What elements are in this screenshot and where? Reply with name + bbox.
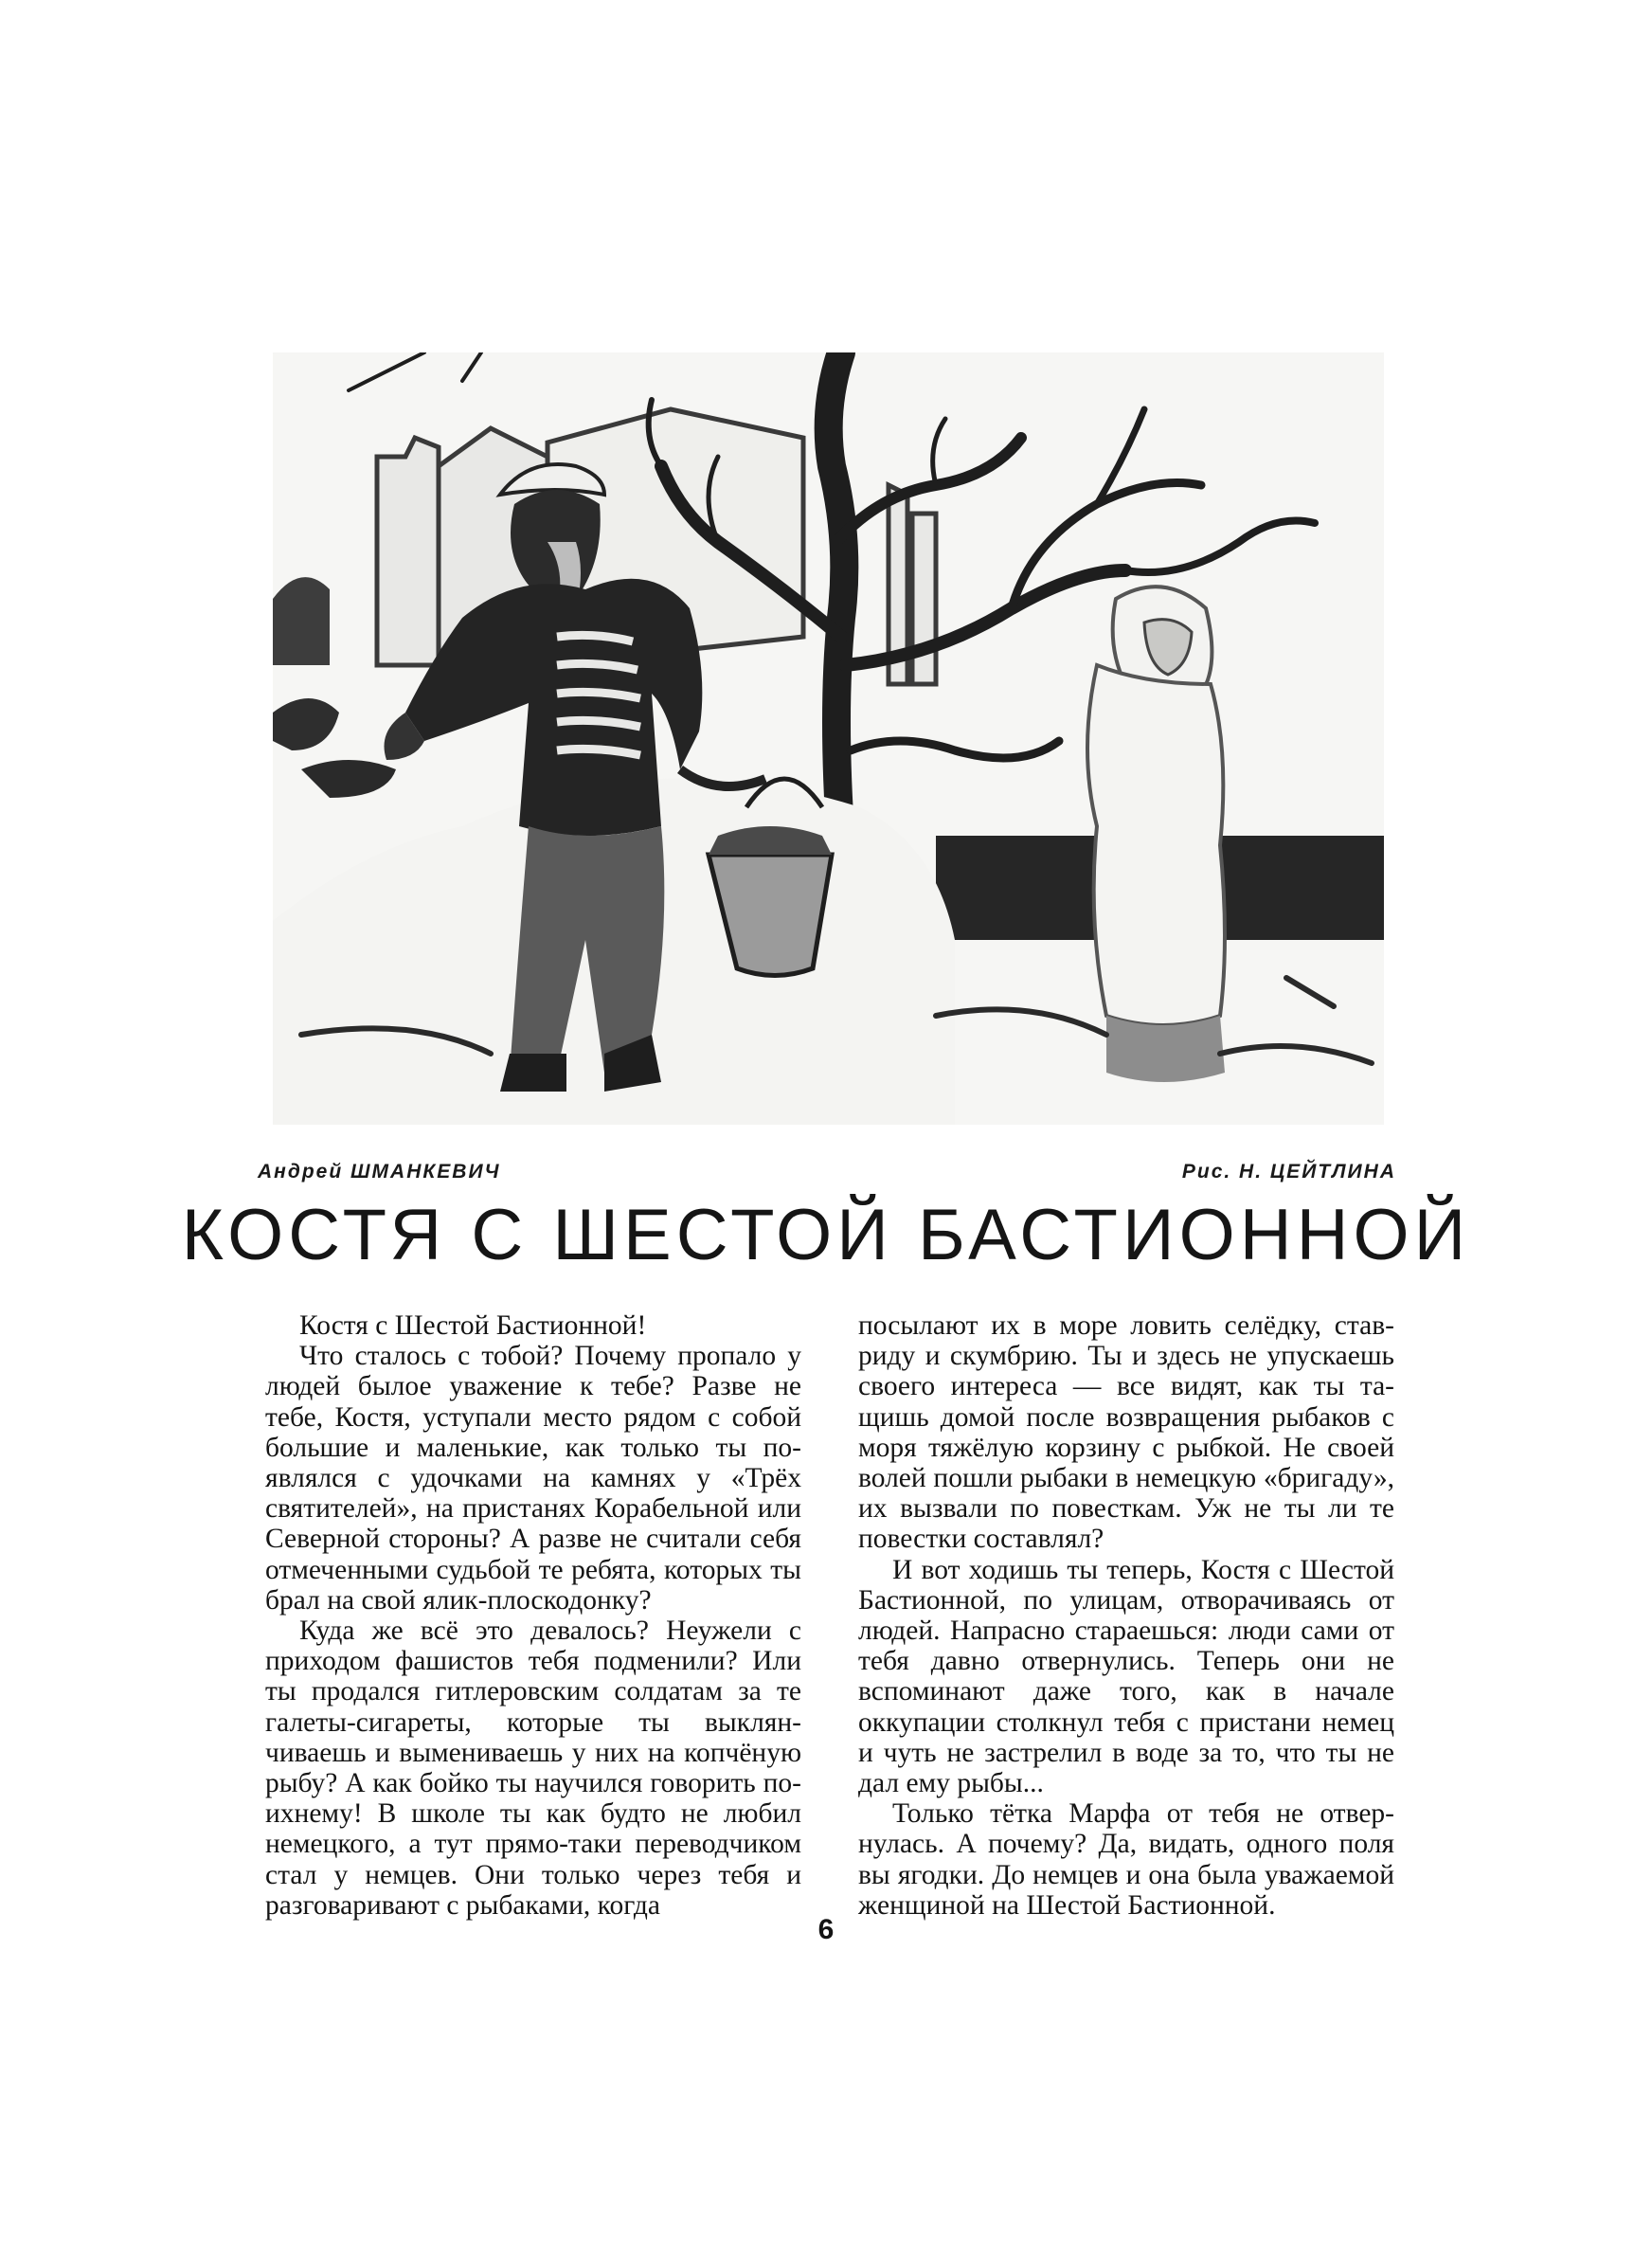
article-title: КОСТЯ С ШЕСТОЙ БАСТИОННОЙ [181,1195,1471,1275]
paragraph: Куда же всё это девалось? Неужели с приходом фашистов тебя подменили? Или ты продался гитлеровским солдатам за те галеты-сигареты, которые ты выклянчиваешь и вымениваешь у них на копчёную рыбу? А как бойко ты научился говорить по-ихнему! В школе ты как будто не любил немецкого, а тут прямо-таки переводчиком стал у немцев. Они только через тебя и разговаривают с рыбаками, когда [265,1616,801,1921]
paragraph: И вот ходишь ты теперь, Костя с Шестой Бастионной, по улицам, отворачиваясь от людей. Напрасно стараешься: люди сами от тебя давно отвернулись. Теперь они не вспоминают даже того, как в начале оккупации столкнул тебя с пристани немец и чуть не застрелил в воде за то, что ты не дал ему рыбы... [858,1554,1394,1799]
ink-drawing-boy-with-bucket-and-woman [273,352,1384,1125]
text-column-right [858,1310,1394,1921]
paragraph: Костя с Шестой Бастионной! [299,1310,647,1341]
paragraph: Только тётка Марфа от тебя не отвернулась. А почему? Да, видать, одного поля вы ягодки. До немцев и она была уважаемой женщиной на Шестой Бастионной. [858,1798,1394,1921]
author-byline: Андрей ШМАНКЕВИЧ [258,1161,501,1183]
paragraph: посылают их в море ловить селёдку, ставриду и скумбрию. Ты и здесь не упускаешь своего интереса — все видят, как ты тащишь домой после возвращения рыбаков с моря тяжёлую корзину с рыбкой. Не своей волей пошли рыбаки в немецкую «бригаду», их вызвали по повесткам. Уж не ты ли те повестки составлял? [858,1310,1394,1555]
paragraph: Что сталось с тобой? Почему пропало у людей былое уважение к тебе? Разве не тебе, Костя, уступали место рядом с собой большие и маленькие, как только ты появлялся с удочками на камнях у «Трёх святителей», на пристанях Корабельной или Северной стороны? А разве не считали себя отмеченными судьбой те ребята, которых ты брал на свой ялик-плоскодонку? [265,1341,801,1616]
page-number: 6 [817,1914,835,1945]
illustrator-credit: Рис. Н. ЦЕЙТЛИНА [1181,1161,1396,1183]
illustration [273,352,1384,1125]
text-column-left [265,1310,801,1921]
